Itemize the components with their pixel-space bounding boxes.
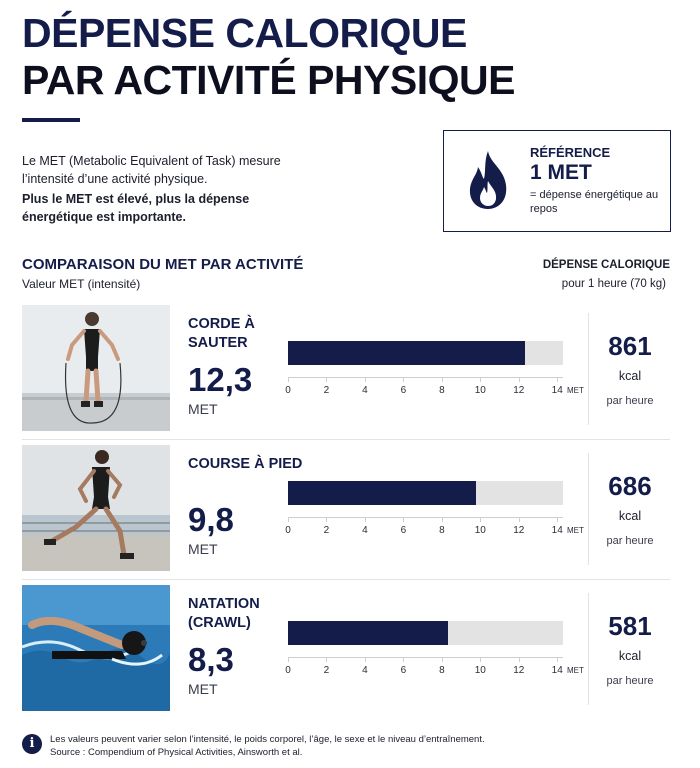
met-value: 12,3 — [188, 361, 253, 398]
x-axis-tick-label: 2 — [323, 385, 330, 396]
x-axis-tick — [519, 657, 520, 662]
kcal-unit: kcal — [618, 649, 642, 663]
x-axis-tick-label: 4 — [362, 385, 368, 396]
x-axis-tick-label: 14 — [551, 665, 563, 676]
reference-box — [443, 130, 671, 232]
running-photo — [22, 445, 170, 571]
met-bar-chart — [285, 341, 588, 421]
column-divider — [588, 593, 589, 705]
x-axis-tick — [480, 657, 481, 662]
x-axis-line — [288, 377, 563, 378]
swimming-photo — [22, 585, 170, 711]
flame-icon — [464, 149, 512, 211]
x-axis-tick — [519, 517, 520, 522]
x-axis-line — [288, 517, 563, 518]
x-axis-tick-label: 14 — [551, 525, 563, 536]
x-axis-tick-label: 4 — [362, 525, 368, 536]
x-axis-tick — [365, 657, 366, 662]
x-axis-tick-label: 4 — [362, 665, 368, 676]
reference-title: RÉFÉRENCE — [530, 145, 611, 160]
x-axis-tick-label: 14 — [551, 385, 563, 396]
intro-emphasis: Plus le MET est élevé, plus la dépense énergétique est importante. — [22, 192, 250, 224]
footer-disclaimer: Les valeurs peuvent varier selon l’intensité, le poids corporel, l’âge, le sexe et le niveau d’entraînement. — [50, 734, 485, 745]
x-axis-tick-label: 2 — [323, 665, 330, 676]
x-axis-tick-label: 6 — [400, 385, 407, 396]
column-divider — [588, 313, 589, 425]
kcal-period: par heure — [606, 535, 654, 547]
x-axis-tick — [365, 517, 366, 522]
x-axis-tick — [326, 377, 327, 382]
activity-row-swimming — [22, 585, 670, 719]
section-title: COMPARAISON DU MET PAR ACTIVITÉ — [22, 256, 304, 273]
kcal-unit: kcal — [618, 509, 642, 523]
row-divider — [22, 579, 670, 580]
footer-source: Source : Compendium of Physical Activities, Ainsworth et al. — [50, 747, 303, 758]
met-unit: MET — [188, 541, 218, 557]
met-bar — [288, 341, 525, 365]
kcal-value: 861 — [608, 331, 652, 361]
x-axis-tick-label: 12 — [513, 665, 525, 676]
page-title — [22, 10, 515, 104]
x-axis-tick — [365, 377, 366, 382]
x-axis-tick-label: 8 — [439, 525, 445, 536]
x-axis-tick — [288, 657, 289, 662]
x-axis-tick — [442, 377, 443, 382]
x-axis-tick — [519, 377, 520, 382]
x-axis-tick-label: 2 — [323, 525, 330, 536]
activity-name: NATATION (CRAWL) — [188, 596, 260, 631]
x-axis-tick — [403, 657, 404, 662]
kcal-value: 686 — [608, 471, 652, 501]
x-axis-unit: MET — [567, 666, 584, 675]
x-axis-tick-label: 10 — [474, 525, 486, 536]
jump-rope-photo — [22, 305, 170, 431]
title-underline — [22, 118, 80, 122]
x-axis-tick — [288, 377, 289, 382]
x-axis-tick — [442, 657, 443, 662]
x-axis-tick — [557, 657, 558, 662]
x-axis-tick — [557, 377, 558, 382]
activity-row-jump-rope — [22, 305, 670, 439]
met-bar — [288, 481, 476, 505]
reference-value: 1 MET — [530, 161, 592, 184]
x-axis-tick — [403, 517, 404, 522]
kcal-period: par heure — [606, 395, 654, 407]
x-axis-tick-label: 10 — [474, 385, 486, 396]
activity-name: COURSE À PIED — [188, 456, 303, 472]
calorie-column-title: DÉPENSE CALORIQUE — [542, 259, 670, 271]
reference-note: = dépense énergétique au repos — [530, 189, 659, 215]
info-icon: i — [22, 734, 42, 754]
x-axis-unit: MET — [567, 526, 584, 535]
met-unit: MET — [188, 681, 218, 697]
section-subtitle: Valeur MET (intensité) — [22, 277, 141, 291]
intro-text — [22, 152, 322, 226]
met-unit: MET — [188, 401, 218, 417]
row-divider — [22, 439, 670, 440]
x-axis-tick — [557, 517, 558, 522]
x-axis-unit: MET — [567, 386, 584, 395]
met-bar — [288, 621, 448, 645]
met-bar-chart — [285, 481, 588, 561]
x-axis-tick — [288, 517, 289, 522]
footer-note — [50, 733, 485, 759]
x-axis-tick-label: 6 — [400, 665, 407, 676]
activity-row-running — [22, 445, 670, 579]
x-axis-tick — [326, 517, 327, 522]
x-axis-tick-label: 8 — [439, 665, 445, 676]
kcal-period: par heure — [606, 675, 654, 687]
met-bar-chart — [285, 621, 588, 701]
x-axis-tick-label: 10 — [474, 665, 486, 676]
x-axis-tick-label: 0 — [285, 665, 291, 676]
page-title-line1: DÉPENSE CALORIQUE — [22, 10, 467, 56]
kcal-unit: kcal — [618, 369, 642, 383]
x-axis-tick — [403, 377, 404, 382]
kcal-value: 581 — [608, 611, 652, 641]
intro-description: Le MET (Metabolic Equivalent of Task) mesure l’intensité d’une activité physique. — [22, 154, 281, 186]
activity-name: CORDE À SAUTER — [188, 316, 255, 351]
calorie-column-subtitle: pour 1 heure (70 kg) — [561, 278, 666, 290]
x-axis-tick — [326, 657, 327, 662]
met-value: 9,8 — [188, 501, 234, 538]
x-axis-line — [288, 657, 563, 658]
met-value: 8,3 — [188, 641, 234, 678]
x-axis-tick — [442, 517, 443, 522]
x-axis-tick-label: 0 — [285, 385, 291, 396]
column-divider — [588, 453, 589, 565]
x-axis-tick-label: 8 — [439, 385, 445, 396]
x-axis-tick — [480, 517, 481, 522]
x-axis-tick — [480, 377, 481, 382]
x-axis-tick-label: 0 — [285, 525, 291, 536]
x-axis-tick-label: 6 — [400, 525, 407, 536]
page-title-line2: PAR ACTIVITÉ PHYSIQUE — [22, 57, 515, 103]
x-axis-tick-label: 12 — [513, 525, 525, 536]
x-axis-tick-label: 12 — [513, 385, 525, 396]
